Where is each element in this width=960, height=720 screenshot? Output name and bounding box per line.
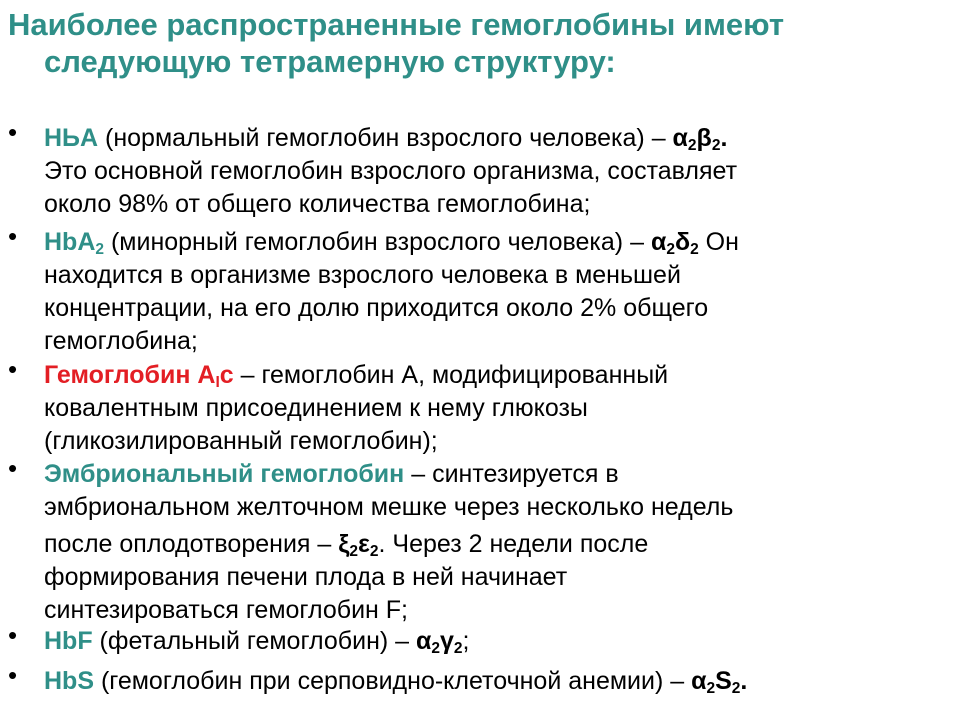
term-hba2: HbA$_2$ [44,228,105,258]
list-item-text [44,359,944,458]
slide-title [8,6,948,80]
list-item-line [44,359,944,392]
term-description: – синтезируется в [404,460,619,488]
list-item-text [44,665,944,698]
term-hbs: HbS [44,667,94,695]
term-hbf: HbF [44,627,93,655]
bullet: • [8,620,18,650]
formula-alpha2-beta2: $\alpha_2\beta_2$. [672,124,728,154]
list-item-line: HbA$_2$ (минорный гемоглобин взрослого человека) – $\alpha_2\delta_2$ Он [44,228,739,258]
bullet: • [8,117,18,147]
list-item-line: концентрации, на его долю приходится около 2% общего [44,294,709,322]
bullet: • [8,453,18,483]
term-description: (минорный гемоглобин взрослого человека) – [104,228,651,256]
term-embryonic: Эмбриональный гемоглобин [44,460,405,488]
list-item-line: находится в организме взрослого человека в меньшей [44,261,681,289]
list-item-line: эмбриональном желточном мешке через несколько недель [44,493,734,521]
list-item-line [44,122,944,155]
slide-title-line-1: Наиболее распространенные гемоглобины имеют [8,7,785,42]
list-item-line [44,665,944,698]
term-description: – гемоглобин А, модифицированный [233,361,669,389]
term-hba: HЬA [44,124,99,152]
formula-alpha2-gamma2: $\alpha_2\gamma_2$ [416,627,463,657]
list-item-line: ковалентным присоединением к нему глюкозы [44,394,588,422]
list-item-line: около 98% от общего количества гемоглобина; [44,190,591,218]
list-item-line: формирования печени плода в ней начинает [44,563,568,591]
list-item-text [44,625,944,658]
term-description: (нормальный гемоглобин взрослого человека) – [98,124,673,152]
formula-xi2-epsilon2: $\xi_2\varepsilon_2$ [338,530,379,560]
formula-alpha2-s2: $\alpha_2S_2$. [691,667,748,697]
list-item-line: гемоглобина; [44,327,198,355]
bullet: • [8,660,18,690]
bullet: • [8,221,18,251]
bullet: • [8,354,18,384]
term-description: (гемоглобин при серповидно-клеточной анемии) – [94,667,692,695]
list-item-line: (гликозилированный гемоглобин); [44,427,438,455]
term-description: (фетальный гемоглобин) – [92,627,417,655]
list-item-line: Это основной гемоглобин взрослого организма, составляет [44,157,738,185]
list-item-text [44,226,944,358]
list-item-line: после оплодотворения – $\xi_2\varepsilon_2$. Через 2 недели после [44,530,649,560]
list-item-text [44,458,944,627]
list-item-line [44,458,944,491]
slide-title-line-2: следующую тетрамерную структуру: [44,44,616,79]
formula-alpha2-delta2: $\alpha_2\delta_2$ [650,228,699,258]
term-hba1c: Гемоглобин $A_Ic$ [44,361,234,391]
list-item-line: HbF (фетальный гемоглобин) – $\alpha_2\gamma_2$; [44,627,470,657]
list-item-text [44,122,944,221]
list-item-line: синтезироваться гемоглобин F; [44,596,409,624]
